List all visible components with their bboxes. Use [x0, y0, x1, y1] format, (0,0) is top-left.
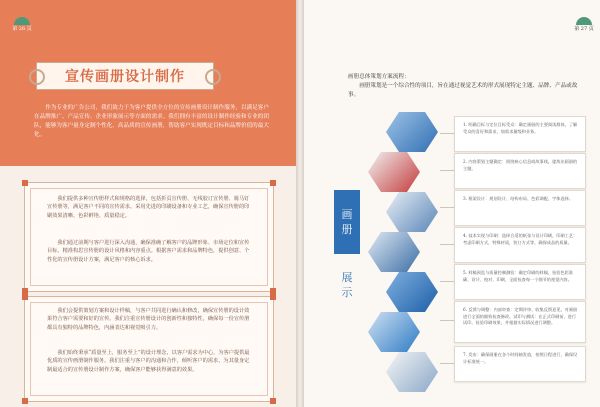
- hex-image-red-cover: [368, 152, 420, 192]
- connector-line: [440, 170, 454, 171]
- left-page-number: 第 26 页: [12, 14, 32, 34]
- process-header-title: 画册总体策划方案流程：: [348, 74, 410, 80]
- box2-paragraph-1: 我们会提供策划方案和设计样稿，与客户共同进行确认和修改，确保宣传册的设计效果符合客户需要和好的宣传。我们注重宣传册设计的创新性和独特性，确保每一份宣传册都具有独特的品牌特色，内涵表达和视觉吸引力。: [47, 308, 250, 331]
- intro-paragraph: 作为专业的广告公司，我们致力于为客户提供全方位的宣传画册设计制作服务，以满足客户在品牌推广、产品宣传、企业形象展示等方面的需求。我们拥有丰富的设计制作经验和专业的团队，能够为客户量身定制个性化、高品质的宣传画册，帮助客户实现既定目标和品牌价值的最大化。: [34, 105, 269, 138]
- box1-paragraph-1: 我们提供多种宣传册样式和规格的选择，包括折页宣传册、无线胶订宣传册、骑马钉宣传册等，满足客户不同的宣传需求。采用先进的印刷设备和专业工艺，确保宣传册的印刷效果清晰、色彩鲜艳、质量稳定。: [47, 196, 250, 219]
- right-page-number: 第 27 页: [574, 14, 594, 34]
- page-title: 宣传画册设计制作: [65, 69, 185, 85]
- step-card-1: 1. 明确目标与定位目标受众：确定画册的主要阅读群体，了解受众的喜好和需求，如需求量级和业务。: [454, 116, 586, 152]
- vertical-title-block: 画 册 展 示: [334, 190, 360, 254]
- corner-ornament: [22, 398, 28, 404]
- title-banner: [36, 62, 214, 90]
- process-header-body: 画册策划是一个综合性的项目，旨在通过视觉艺术的形式展现特定主题、品牌、产品或故事。: [348, 83, 578, 98]
- leaf-icon: [14, 17, 30, 25]
- spine-gutter: [296, 0, 304, 407]
- corner-ornament: [270, 398, 276, 404]
- vertical-subtitle: 展 示: [334, 256, 360, 314]
- step-card-2: 2. 内容策划主题确定：围绕核心信息或故事线，提炼出画册的主题。: [454, 153, 586, 189]
- connector-line: [440, 244, 454, 245]
- connector-line: [440, 363, 454, 364]
- process-header: [348, 73, 588, 100]
- hex-image-catalog: [386, 272, 438, 312]
- left-page: [0, 0, 296, 407]
- step-card-7: 7. 发布：确保画册在各个时间轴发放，按照日程进行，确保设计标准统一。: [454, 346, 586, 382]
- step-card-6: 6. 反馈与调整：内部审查：定期评审、收集反馈意见，对画册进行全面的细致检查修改。试印与测试：在正式印刷前，进行试印，检验印刷效果，并根据实际情况进行调整。: [454, 301, 586, 343]
- info-box-1: [24, 182, 274, 292]
- leaf-icon: [576, 17, 592, 25]
- corner-ornament: [22, 180, 28, 186]
- step-card-3: 3. 框架设计：规划设计、结构布局、色彩调配、字体选择。: [454, 190, 586, 226]
- info-box-2: [24, 296, 274, 402]
- box1-paragraph-2: 我们通过前期与客户进行深入沟通，确保准确了解客户的品牌形象、市场定位和宣传目标，精准构思宣传册的设计风格和内容重点。根据客户需求和品牌特色，提供创意、个性化的宣传册设计方案，满足客户的核心诉求。: [47, 240, 250, 263]
- hex-image-layout: [368, 232, 420, 272]
- connector-line: [440, 133, 454, 134]
- step-card-5: 5. 样稿预览与质量控制测验：确定印刷的样稿，检验色彩准确、设计、校对、印刷，全面检查每一个细节的视觉内容。: [454, 264, 586, 300]
- connector-line: [440, 320, 454, 321]
- corner-ornament: [270, 294, 276, 300]
- box2-paragraph-2: 我们始终秉承“质量至上，服务至上”的设计理念，以客户需求为中心，为客户提供最优质的宣传画册制作服务。我们注重与客户的沟通和合作，倾听客户的需求，为其量身定制最适合的宣传册设计制作方案，确保客户能够获得满意的效果。: [47, 350, 250, 373]
- corner-ornament: [270, 180, 276, 186]
- hex-image-blue-brochure: [368, 312, 420, 352]
- hex-image-open-book: [386, 192, 438, 232]
- right-page: [304, 0, 600, 407]
- corner-ornament: [22, 294, 28, 300]
- step-card-4: 4. 技术实现与印刷：选择合适的纸张与设计印刷，印刷工艺：考虑印刷方式，特殊材质，装订方式等，确保成品的质量。: [454, 227, 586, 263]
- connector-line: [440, 281, 454, 282]
- hex-image-brochure: [386, 112, 438, 152]
- connector-line: [440, 207, 454, 208]
- hex-image-pages: [386, 352, 438, 392]
